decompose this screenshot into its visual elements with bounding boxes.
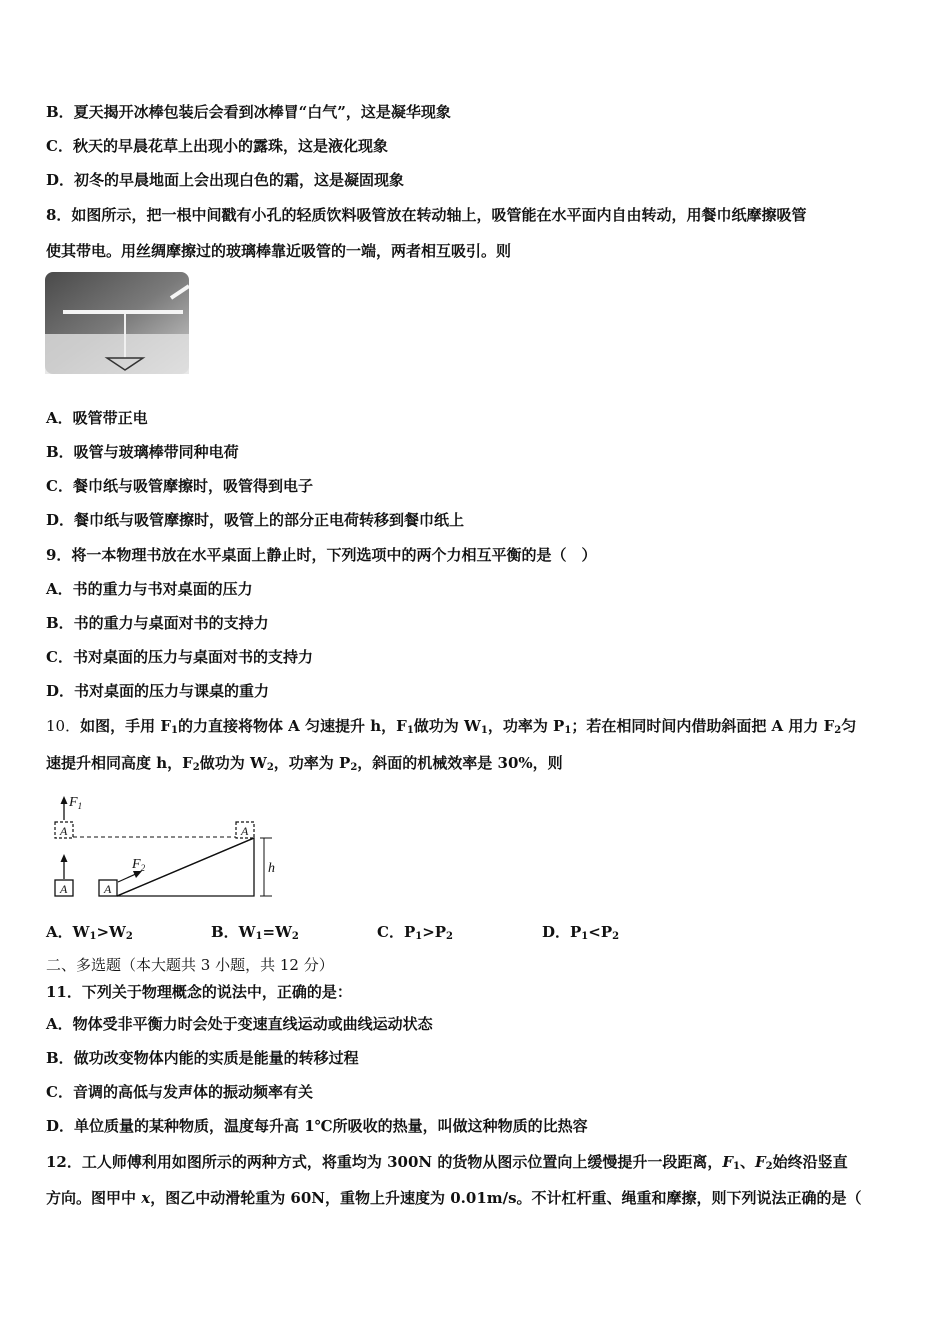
block-a-top-left: A: [60, 824, 68, 838]
q11-option-c: C．音调的高低与发声体的振动频率有关: [46, 1083, 313, 1101]
q10-stem-line-1: 10．如图，手用 $F_1$的力直接将物体 A 匀速提升 h，$F_1$做功为 $W_1$，功率为 $P_1$；若在相同时间内借助斜面把 A 用力 $F_2$匀: [46, 717, 857, 736]
f2-label: $F_2$: [132, 857, 146, 873]
block-a-bottom-left: A: [60, 882, 68, 896]
q10-option-d: D．$P_1<P_2$: [542, 923, 620, 942]
q8-option-d: D．餐巾纸与吸管摩擦时，吸管上的部分正电荷转移到餐巾纸上: [46, 511, 465, 529]
height-label: h: [268, 861, 275, 876]
q10-option-b: B．$W_1=W_2$: [211, 923, 299, 942]
q7-option-c: C．秋天的早晨花草上出现小的露珠，这是液化现象: [46, 137, 388, 155]
q9-option-b: B．书的重力与桌面对书的支持力: [46, 614, 269, 632]
section-2-heading: 二、多选题（本大题共 3 小题，共 12 分）: [46, 956, 334, 974]
q10-option-c: C．$P_1>P_2$: [377, 923, 454, 942]
q7-option-d: D．初冬的早晨地面上会出现白色的霜，这是凝固现象: [46, 171, 405, 189]
q8-option-c: C．餐巾纸与吸管摩擦时，吸管得到电子: [46, 477, 313, 495]
q9-option-a: A．书的重力与书对桌面的压力: [46, 580, 253, 598]
block-a-on-incline: A: [104, 882, 112, 896]
q11-stem: 11．下列关于物理概念的说法中，正确的是：: [46, 983, 352, 1001]
block-a-top-right: A: [241, 824, 249, 838]
q11-option-b: B．做功改变物体内能的实质是能量的转移过程: [46, 1049, 359, 1067]
q8-straw-photo: [45, 272, 189, 374]
q8-option-b: B．吸管与玻璃棒带同种电荷: [46, 443, 239, 461]
q10-option-a: A．$W_1>W_2$: [46, 923, 133, 942]
q8-stem-line-1: 8．如图所示，把一根中间戳有小孔的轻质饮料吸管放在转动轴上，吸管能在水平面内自由转动，用餐巾纸摩擦吸管: [46, 206, 807, 224]
q8-option-a: A．吸管带正电: [46, 409, 148, 427]
q11-option-d: D．单位质量的某种物质，温度每升高 1℃所吸收的热量，叫做这种物质的比热容: [46, 1117, 588, 1135]
q12-stem-line-1: 12．工人师傅利用如图所示的两种方式，将重均为 300N 的货物从图示位置向上缓慢提升一段距离，$F_1$、$F_2$始终沿竖直: [46, 1153, 848, 1172]
q10-stem-line-2: 速提升相同高度 h，$F_2$做功为 $W_2$，功率为 $P_2$，斜面的机械效率是 30%，则: [46, 754, 563, 773]
f1-label: $F_1$: [69, 795, 83, 811]
q9-stem: 9．将一本物理书放在水平桌面上静止时，下列选项中的两个力相互平衡的是（ ）: [46, 546, 597, 564]
q8-stem-line-2: 使其带电。用丝绸摩擦过的玻璃棒靠近吸管的一端，两者相互吸引。则: [46, 242, 512, 260]
q7-option-b: B．夏天揭开冰棒包装后会看到冰棒冒“白气”，这是凝华现象: [46, 103, 451, 121]
q10-number: 10．: [46, 717, 81, 735]
q11-option-a: A．物体受非平衡力时会处于变速直线运动或曲线运动状态: [46, 1015, 433, 1033]
q12-stem-line-2: 方向。图甲中 x，图乙中动滑轮重为 60N，重物上升速度为 0.01m/s。不计杠杆重、绳重和摩擦，则下列说法正确的是（: [46, 1189, 862, 1207]
q9-option-c: C．书对桌面的压力与桌面对书的支持力: [46, 648, 313, 666]
q10-incline-diagram: [46, 790, 286, 902]
q9-option-d: D．书对桌面的压力与课桌的重力: [46, 682, 270, 700]
